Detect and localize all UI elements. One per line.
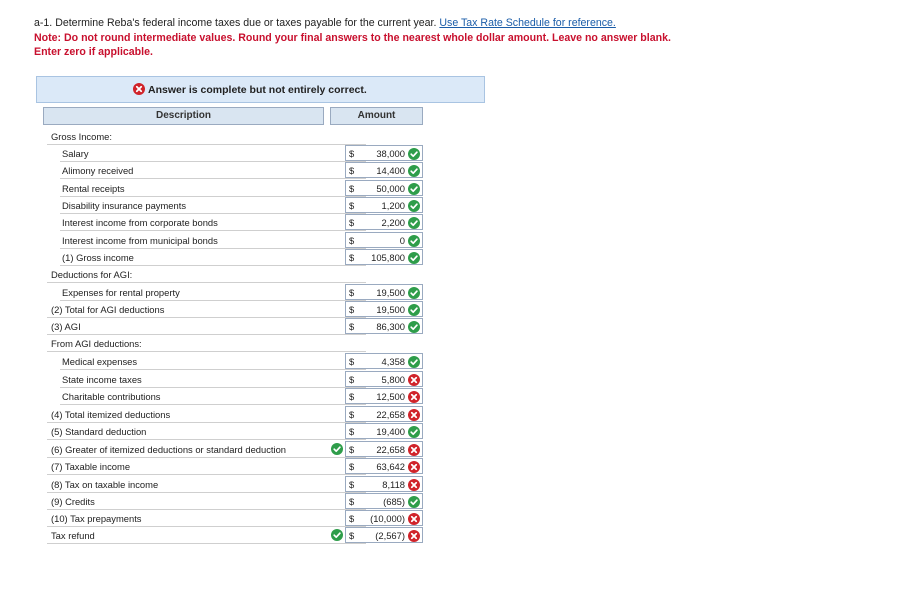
- check-circle-icon: [408, 287, 420, 299]
- row-divider: [47, 282, 366, 283]
- amount-input[interactable]: [345, 353, 423, 369]
- row-divider: [47, 543, 366, 544]
- row-label: (4) Total itemized deductions: [51, 409, 171, 420]
- dollar-sign: $: [349, 252, 355, 263]
- row-label: (10) Tax prepayments: [51, 513, 142, 524]
- row-label: Salary: [62, 148, 89, 159]
- check-circle-icon: [331, 529, 343, 541]
- dollar-sign: $: [349, 321, 355, 332]
- dollar-sign: $: [349, 426, 355, 437]
- question-note-2: Enter zero if applicable.: [34, 46, 153, 58]
- row-label: (9) Credits: [51, 496, 95, 507]
- table-row: [43, 371, 423, 388]
- check-circle-icon: [408, 235, 420, 247]
- check-circle-icon: [408, 321, 420, 333]
- dollar-sign: $: [349, 479, 355, 490]
- table-row: [43, 388, 423, 405]
- amount-value: 38,000: [376, 148, 405, 159]
- amount-input[interactable]: [345, 145, 423, 161]
- dollar-sign: $: [349, 287, 355, 298]
- amount-value: 63,642: [376, 461, 405, 472]
- table-row: [43, 353, 423, 370]
- amount-input[interactable]: [345, 423, 423, 439]
- row-label: Expenses for rental property: [62, 287, 180, 298]
- row-divider: [60, 369, 366, 370]
- row-label: Tax refund: [51, 530, 95, 541]
- dollar-sign: $: [349, 374, 355, 385]
- table-row: [43, 441, 423, 458]
- question-text: [34, 16, 671, 60]
- amount-input[interactable]: [345, 388, 423, 404]
- amount-input[interactable]: [345, 458, 423, 474]
- row-label: Gross Income:: [51, 131, 112, 142]
- x-circle-icon: [408, 530, 420, 542]
- amount-input[interactable]: [345, 441, 423, 457]
- question-prefix: a-1. Determine Reba's federal income taxes due or taxes payable for the current year.: [34, 17, 437, 29]
- amount-value: 19,400: [376, 426, 405, 437]
- amount-value: 105,800: [371, 252, 405, 263]
- row-divider: [60, 230, 366, 231]
- x-circle-icon: [408, 409, 420, 421]
- check-circle-icon: [408, 356, 420, 368]
- tax-rate-schedule-link[interactable]: Use Tax Rate Schedule for reference.: [439, 17, 616, 29]
- table-row: [43, 335, 423, 352]
- amount-input[interactable]: [345, 476, 423, 492]
- row-divider: [60, 178, 366, 179]
- table-row: [43, 318, 423, 335]
- check-circle-icon: [408, 148, 420, 160]
- amount-value: 22,658: [376, 444, 405, 455]
- amount-value: 1,200: [381, 200, 405, 211]
- table-row: [43, 406, 423, 423]
- row-label: State income taxes: [62, 374, 142, 385]
- table-row: [43, 527, 423, 544]
- table-row: [43, 197, 423, 214]
- amount-input[interactable]: [345, 527, 423, 543]
- row-label: Alimony received: [62, 165, 134, 176]
- amount-value: 22,658: [376, 409, 405, 420]
- x-circle-icon: [133, 83, 145, 95]
- table-row: [43, 180, 423, 197]
- dollar-sign: $: [349, 148, 355, 159]
- table-row: [43, 249, 423, 266]
- table-row: [43, 266, 423, 283]
- x-circle-icon: [408, 444, 420, 456]
- row-label: Charitable contributions: [62, 391, 161, 402]
- table-row: [43, 162, 423, 179]
- dollar-sign: $: [349, 391, 355, 402]
- amount-input[interactable]: [345, 371, 423, 387]
- dollar-sign: $: [349, 356, 355, 367]
- row-label: Rental receipts: [62, 183, 125, 194]
- x-circle-icon: [408, 391, 420, 403]
- amount-input[interactable]: [345, 493, 423, 509]
- amount-input[interactable]: [345, 318, 423, 334]
- question-note-1: Note: Do not round intermediate values. Round your final answers to the nearest whole dollar amount. Leave no answer blank.: [34, 31, 671, 44]
- row-label: From AGI deductions:: [51, 338, 142, 349]
- dollar-sign: $: [349, 496, 355, 507]
- row-label: (2) Total for AGI deductions: [51, 304, 165, 315]
- dollar-sign: $: [349, 444, 355, 455]
- amount-value: 19,500: [376, 287, 405, 298]
- amount-value: 19,500: [376, 304, 405, 315]
- amount-input[interactable]: [345, 180, 423, 196]
- amount-value: 12,500: [376, 391, 405, 402]
- amount-value: 0: [399, 235, 405, 246]
- question-line: [34, 16, 671, 31]
- row-divider: [47, 351, 366, 352]
- row-label: Disability insurance payments: [62, 200, 187, 211]
- amount-value: 8,118: [382, 479, 405, 490]
- x-circle-icon: [408, 461, 420, 473]
- dollar-sign: $: [349, 304, 355, 315]
- row-divider: [60, 404, 366, 405]
- row-label: Medical expenses: [62, 356, 138, 367]
- row-label: (8) Tax on taxable income: [51, 479, 159, 490]
- description-column-header: Description: [43, 107, 324, 125]
- table-row: [43, 128, 423, 145]
- amount-column-header: Amount: [330, 107, 423, 125]
- table-row: [43, 423, 423, 440]
- table-row: [43, 301, 423, 318]
- row-label: (3) AGI: [51, 321, 81, 332]
- x-circle-icon: [408, 374, 420, 386]
- table-row: [43, 493, 423, 510]
- amount-value: 4,358: [381, 356, 405, 367]
- amount-value: 86,300: [376, 321, 405, 332]
- check-circle-icon: [408, 165, 420, 177]
- table-row: [43, 284, 423, 301]
- amount-value: 2,200: [381, 217, 405, 228]
- amount-value: (10,000): [370, 513, 405, 524]
- amount-input[interactable]: [345, 232, 423, 248]
- amount-input[interactable]: [345, 301, 423, 317]
- dollar-sign: $: [349, 513, 355, 524]
- dollar-sign: $: [349, 409, 355, 420]
- dollar-sign: $: [349, 217, 355, 228]
- table-row: [43, 510, 423, 527]
- amount-value: 5,800: [381, 374, 405, 385]
- dollar-sign: $: [349, 461, 355, 472]
- amount-input[interactable]: [345, 197, 423, 213]
- amount-input[interactable]: [345, 406, 423, 422]
- amount-value: (2,567): [375, 530, 405, 541]
- amount-value: 50,000: [376, 183, 405, 194]
- table-row: [43, 458, 423, 475]
- amount-value: (685): [383, 496, 405, 507]
- dollar-sign: $: [349, 530, 355, 541]
- row-label: (5) Standard deduction: [51, 426, 147, 437]
- amount-input[interactable]: [345, 510, 423, 526]
- row-divider: [47, 474, 366, 475]
- row-label: Interest income from municipal bonds: [62, 235, 218, 246]
- banner-text: Answer is complete but not entirely correct.: [148, 84, 367, 96]
- table-row: [43, 145, 423, 162]
- row-label: (7) Taxable income: [51, 461, 131, 472]
- check-circle-icon: [408, 252, 420, 264]
- dollar-sign: $: [349, 200, 355, 211]
- amount-input[interactable]: [345, 249, 423, 265]
- row-divider: [47, 439, 366, 440]
- x-circle-icon: [408, 479, 420, 491]
- check-circle-icon: [408, 496, 420, 508]
- amount-value: 14,400: [376, 165, 405, 176]
- table-row: [43, 476, 423, 493]
- row-label: Deductions for AGI:: [51, 269, 133, 280]
- dollar-sign: $: [349, 235, 355, 246]
- amount-input[interactable]: [345, 214, 423, 230]
- row-label: (1) Gross income: [62, 252, 134, 263]
- check-circle-icon: [408, 304, 420, 316]
- check-circle-icon: [408, 183, 420, 195]
- table-row: [43, 232, 423, 249]
- check-circle-icon: [408, 200, 420, 212]
- answer-status-banner: [36, 76, 485, 103]
- amount-input[interactable]: [345, 162, 423, 178]
- dollar-sign: $: [349, 183, 355, 194]
- row-label: (6) Greater of itemized deductions or standard deduction: [51, 444, 287, 455]
- amount-input[interactable]: [345, 284, 423, 300]
- check-circle-icon: [331, 443, 343, 455]
- x-circle-icon: [408, 513, 420, 525]
- dollar-sign: $: [349, 165, 355, 176]
- row-label: Interest income from corporate bonds: [62, 217, 218, 228]
- check-circle-icon: [408, 217, 420, 229]
- check-circle-icon: [408, 426, 420, 438]
- table-row: [43, 214, 423, 231]
